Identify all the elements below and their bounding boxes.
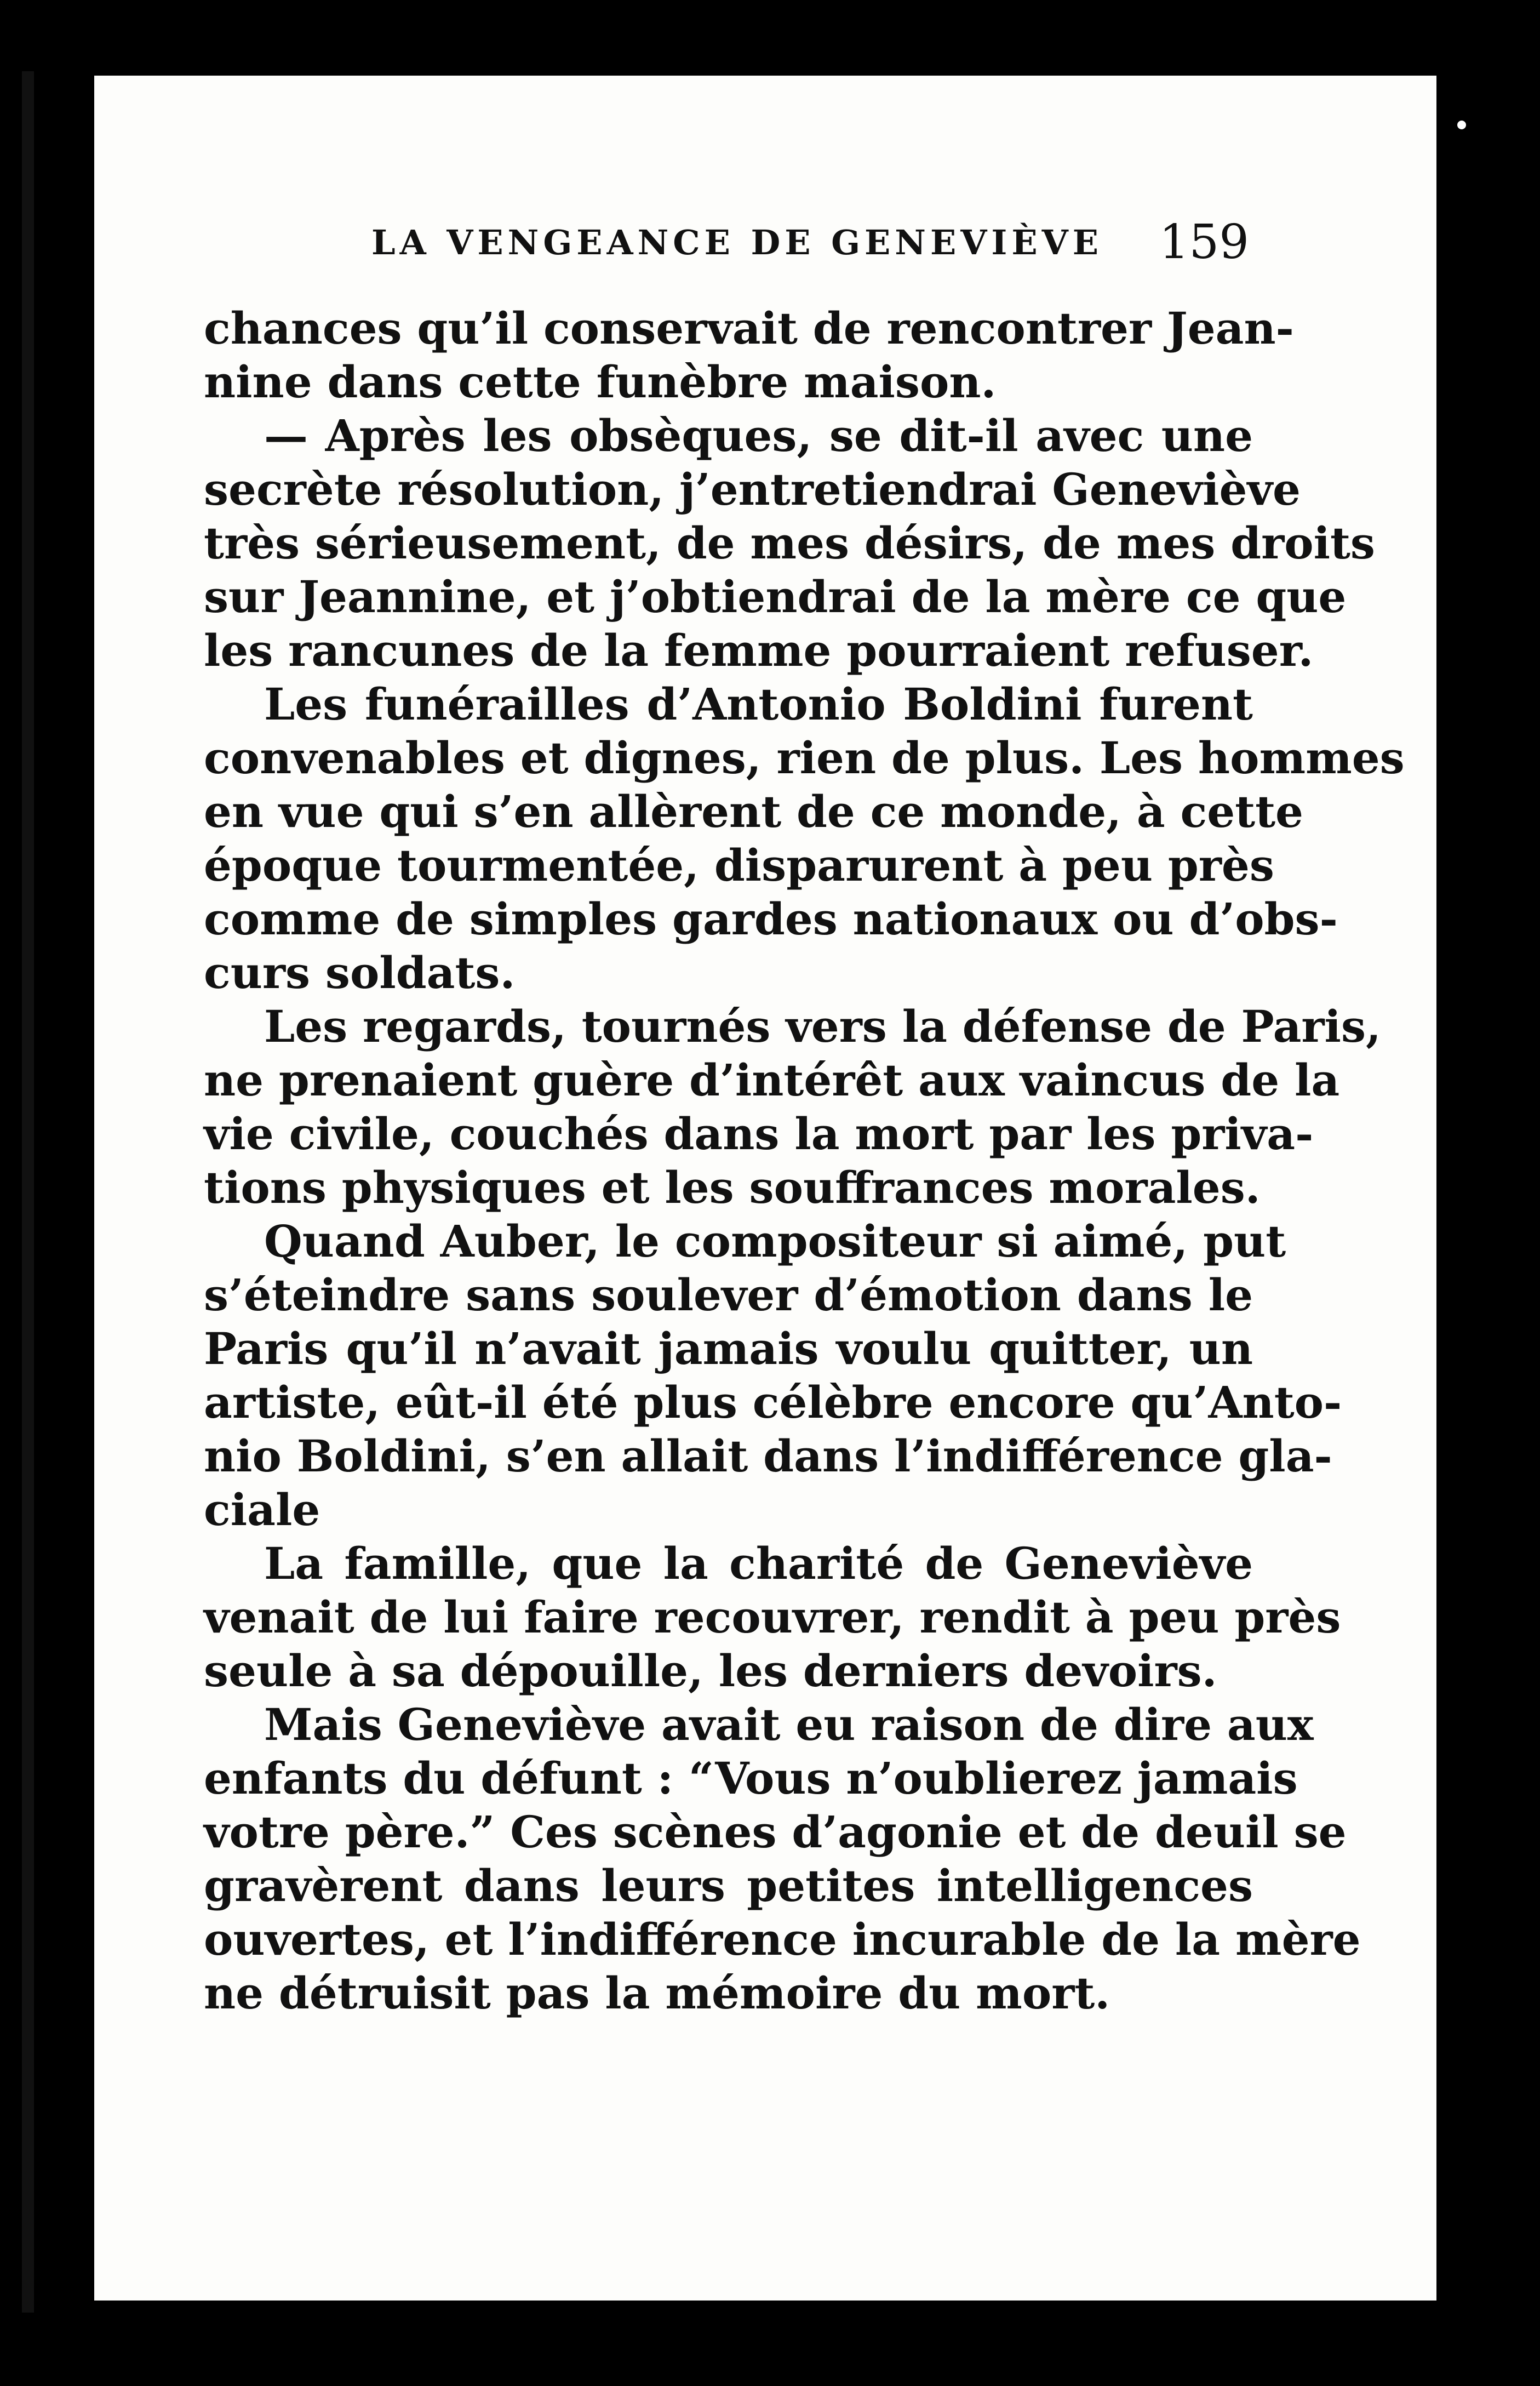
text-line: gravèrent dans leurs petites intelligences [204, 1860, 1253, 1911]
page-header [197, 215, 1249, 270]
text-line: convenables et dignes, rien de plus. Les hommes [204, 732, 1405, 784]
text-line: artiste, eût-il été plus célèbre encore qu’Anto- [204, 1377, 1342, 1428]
scan-left-edge [22, 71, 34, 2313]
text-line: ne détruisit pas la mémoire du mort. [204, 1967, 1110, 2019]
body-text [204, 301, 1405, 2020]
text-line: curs soldats. [204, 947, 516, 998]
running-title: LA VENGEANCE DE GENEVIÈVE [371, 222, 1103, 262]
text-line: secrète résolution, j’entretiendrai Geneviève [204, 464, 1301, 515]
text-line: enfants du défunt : “Vous n’oublierez jamais [204, 1753, 1298, 1804]
text-line: chances qu’il conservait de rencontrer Jean- [204, 302, 1294, 354]
text-line: Paris qu’il n’avait jamais voulu quitter, un [204, 1323, 1253, 1374]
text-line: les rancunes de la femme pourraient refuser. [204, 625, 1314, 676]
text-line: tions physiques et les souffrances morales. [204, 1162, 1261, 1213]
page-number: 159 [1159, 215, 1249, 270]
text-line: nine dans cette funèbre maison. [204, 356, 997, 408]
text-line: Quand Auber, le compositeur si aimé, put [264, 1215, 1286, 1267]
text-line: Les regards, tournés vers la défense de Paris, [264, 1001, 1381, 1052]
text-line: comme de simples gardes nationaux ou d’obs- [204, 893, 1338, 945]
text-line: seule à sa dépouille, les derniers devoirs. [204, 1645, 1217, 1697]
text-line: vie civile, couchés dans la mort par les priva- [204, 1108, 1314, 1160]
text-line: sur Jeannine, et j’obtiendrai de la mère ce que [204, 571, 1347, 623]
text-line: s’éteindre sans soulever d’émotion dans le [204, 1269, 1253, 1321]
text-line: ne prenaient guère d’intérêt aux vaincus de la [204, 1054, 1340, 1106]
scan-speck [1457, 121, 1466, 129]
text-line: — Après les obsèques, se dit-il avec une [264, 410, 1253, 461]
text-line: Mais Geneviève avait eu raison de dire aux [264, 1699, 1314, 1750]
text-line: très sérieusement, de mes désirs, de mes droits [204, 517, 1375, 569]
text-line: venait de lui faire recouvrer, rendit à peu près [204, 1591, 1341, 1643]
text-line: nio Boldini, s’en allait dans l’indifférence gla- [204, 1430, 1332, 1482]
text-line: La famille, que la charité de Geneviève [264, 1538, 1253, 1589]
text-line: votre père.” Ces scènes d’agonie et de deuil se [204, 1806, 1347, 1858]
text-line: ciale [204, 1484, 320, 1536]
text-line: Les funérailles d’Antonio Boldini furent [264, 678, 1253, 730]
text-line: ouvertes, et l’indifférence incurable de la mère [204, 1914, 1361, 1965]
text-line: époque tourmentée, disparurent à peu près [204, 840, 1274, 891]
text-line: en vue qui s’en allèrent de ce monde, à cette [204, 786, 1303, 837]
